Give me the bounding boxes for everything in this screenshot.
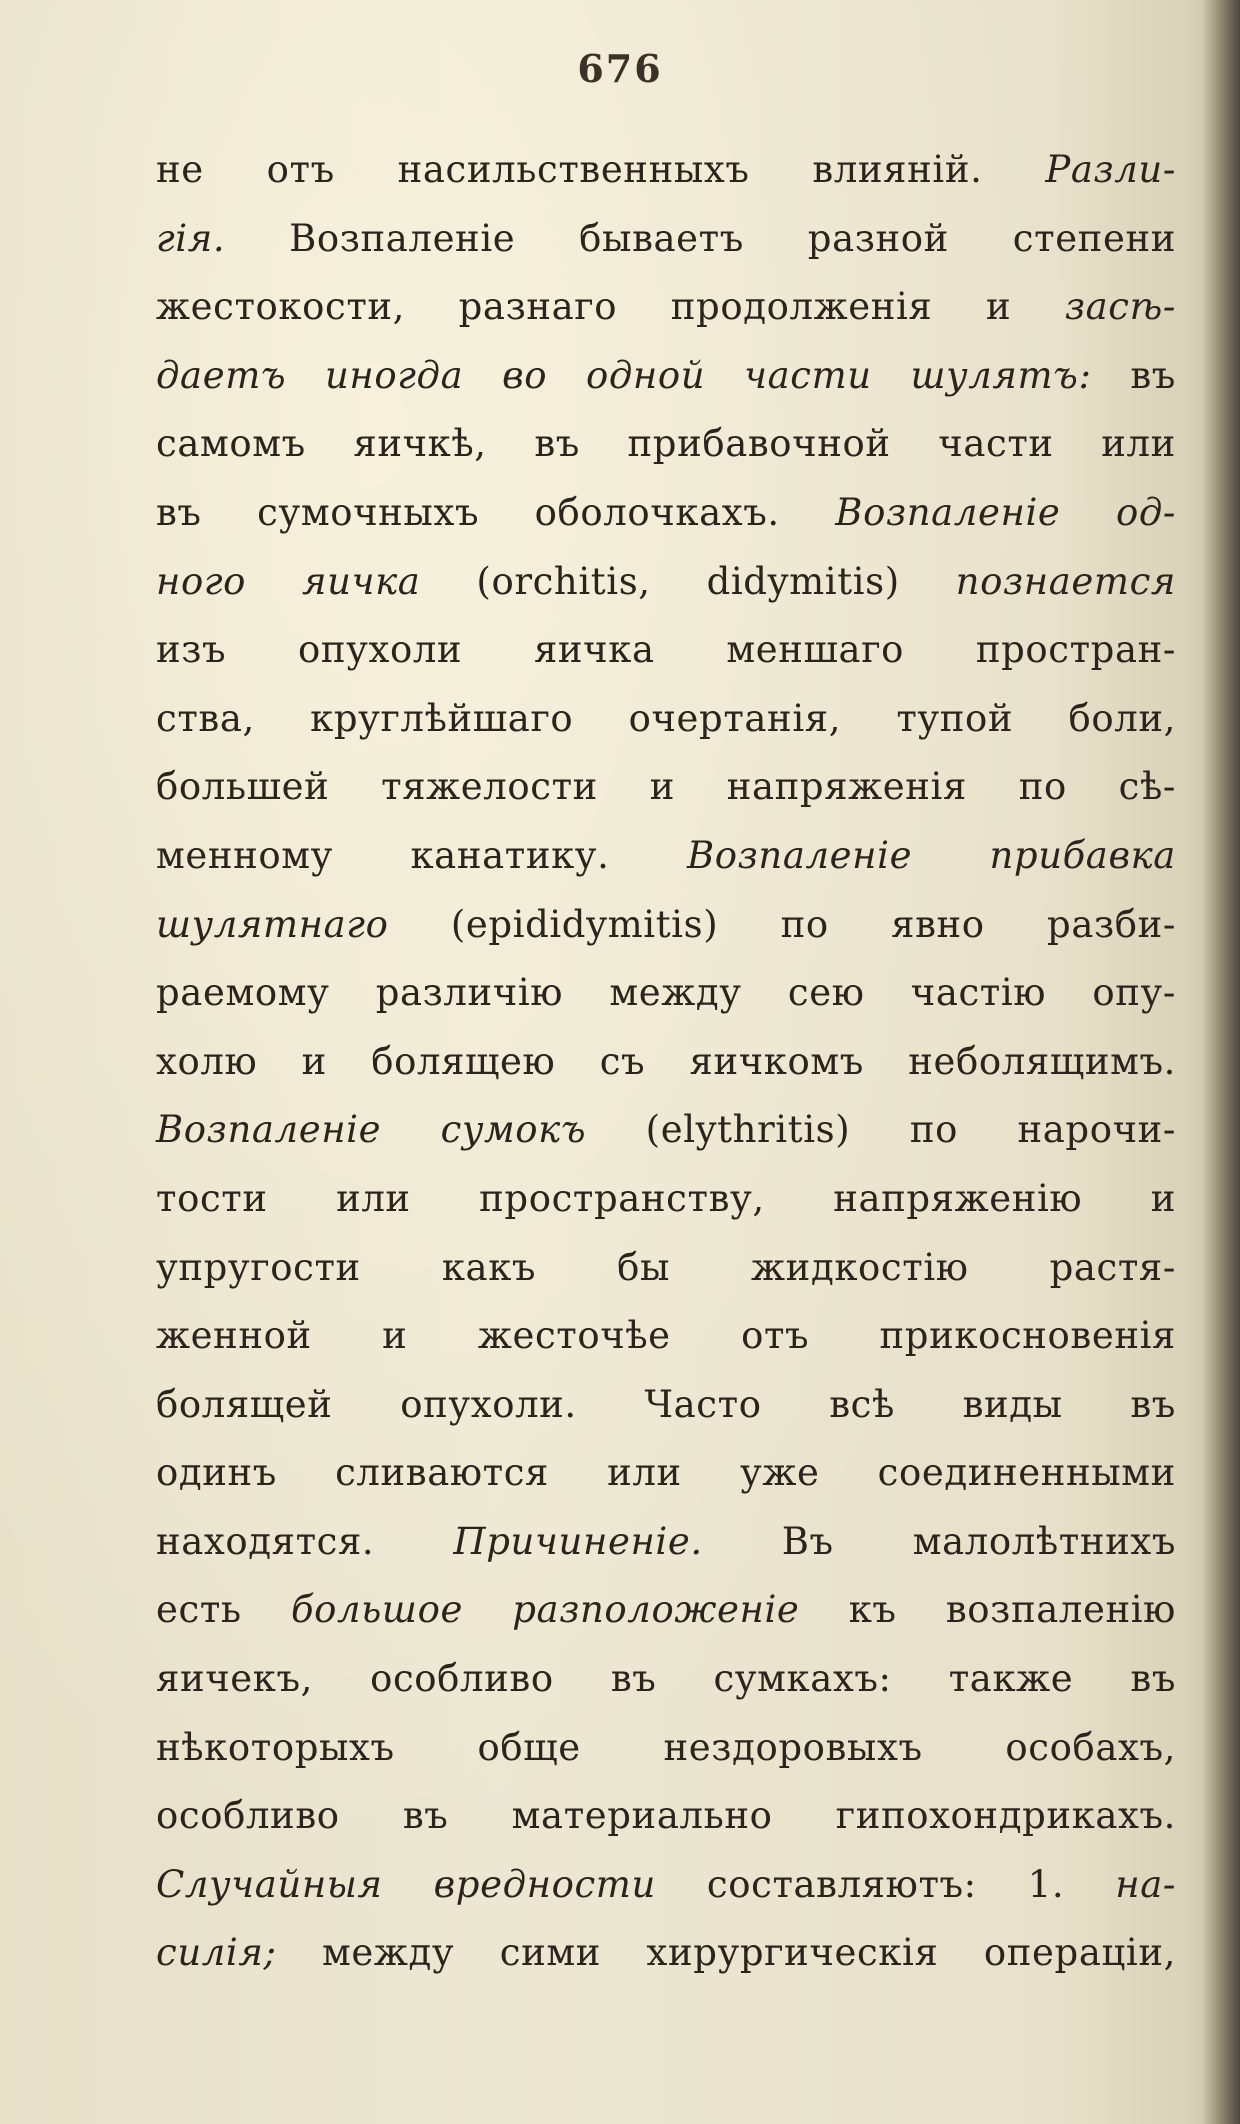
italic-word: од- — [1115, 490, 1176, 534]
word: круглѣйшаго — [310, 696, 574, 740]
word: жесточѣе — [477, 1314, 671, 1358]
word: находятся. — [156, 1519, 375, 1563]
word: въ — [534, 422, 580, 466]
italic-word: силія; — [156, 1931, 277, 1975]
word: раемому — [156, 971, 330, 1015]
word: по — [780, 902, 829, 946]
word: не — [156, 148, 204, 191]
word: или — [1101, 422, 1176, 466]
italic-word: Возпаленіе — [686, 833, 913, 877]
text-line — [156, 410, 1176, 479]
text-line — [156, 1371, 1176, 1440]
italic-word: шулятнаго — [156, 902, 389, 946]
word: тяжелости — [381, 765, 598, 809]
italic-word: большое — [290, 1588, 463, 1632]
word: возпаленію — [945, 1588, 1176, 1632]
word: между — [609, 971, 742, 1015]
text-line — [156, 1576, 1176, 1645]
word: и — [301, 1039, 327, 1083]
word: нарочи- — [1017, 1108, 1176, 1152]
word: жестокости, — [156, 285, 406, 329]
word: простран- — [975, 628, 1176, 672]
text-line — [156, 1919, 1176, 1988]
word: насильственныхъ — [397, 148, 750, 191]
word: упругости — [156, 1245, 361, 1289]
word: опухоли — [297, 628, 463, 672]
text-line — [156, 822, 1176, 891]
italic-word: познается — [955, 559, 1176, 603]
word: степени — [1012, 216, 1176, 260]
word: сумкахъ: — [713, 1657, 892, 1701]
word: сѣ- — [1118, 765, 1176, 809]
word: есть — [156, 1588, 242, 1632]
text-line — [156, 753, 1176, 822]
word: также — [948, 1657, 1074, 1701]
word: бываетъ — [579, 216, 744, 260]
word: яичкомъ — [689, 1039, 864, 1083]
italic-word: яичка — [301, 559, 421, 603]
word: оболочкахъ. — [534, 490, 780, 534]
word: частію — [910, 971, 1047, 1015]
text-line — [156, 616, 1176, 685]
word: виды — [962, 1382, 1063, 1426]
word: болящей — [156, 1382, 333, 1426]
word: одинъ — [156, 1451, 277, 1495]
italic-word: во — [502, 353, 548, 397]
italic-word: Возпаленіе — [835, 490, 1061, 534]
word: тости — [156, 1176, 268, 1220]
word: разби- — [1047, 902, 1176, 946]
word: нѣкоторыхъ — [156, 1725, 395, 1769]
word: разнаго — [458, 285, 618, 329]
word: гипохондрикахъ. — [835, 1794, 1176, 1838]
word: растя- — [1049, 1245, 1176, 1289]
italic-word: части — [743, 353, 872, 397]
italic-word: даетъ — [156, 353, 287, 397]
word: и — [985, 285, 1012, 329]
word: Въ — [781, 1519, 834, 1563]
text-line — [156, 1508, 1176, 1577]
word: неболящимъ. — [908, 1039, 1176, 1083]
word: нездоровыхъ — [663, 1725, 923, 1769]
word: материально — [511, 1794, 773, 1838]
word: уже — [739, 1451, 820, 1495]
word: боли, — [1068, 696, 1176, 740]
word: Часто — [644, 1382, 762, 1426]
word: по — [909, 1108, 958, 1152]
word: въ — [610, 1657, 657, 1701]
word: жидкостію — [751, 1245, 969, 1289]
italic-word: шулятъ: — [910, 353, 1092, 397]
word: (elythritis) — [645, 1108, 851, 1152]
text-line — [156, 1028, 1176, 1097]
italic-word: прибавка — [989, 833, 1176, 877]
word: 1. — [1027, 1862, 1065, 1906]
word: между — [322, 1931, 455, 1975]
word: какъ — [441, 1245, 537, 1289]
word: изъ — [156, 628, 227, 672]
word: и — [382, 1314, 408, 1358]
word: яичкѣ, — [353, 422, 487, 466]
word: женной — [156, 1314, 312, 1358]
word: тупой — [896, 696, 1014, 740]
word: съ — [599, 1039, 646, 1083]
word: и — [1150, 1176, 1176, 1220]
body-text — [156, 136, 1176, 1988]
word: въ — [1130, 1657, 1176, 1701]
word: особливо — [156, 1794, 340, 1838]
italic-word: на- — [1115, 1862, 1176, 1906]
word: пространству, — [479, 1176, 765, 1220]
text-line — [156, 1645, 1176, 1714]
word: различію — [375, 971, 564, 1015]
text-line — [156, 1851, 1176, 1920]
word: канатику. — [410, 833, 610, 877]
word: обще — [477, 1725, 581, 1769]
word: сливаются — [335, 1451, 550, 1495]
word: продолженія — [670, 285, 933, 329]
word: отъ — [266, 148, 335, 191]
text-line — [156, 1302, 1176, 1371]
word: влияній. — [812, 148, 983, 191]
word: напряженія — [726, 765, 967, 809]
word: бы — [617, 1245, 671, 1289]
word: сею — [787, 971, 865, 1015]
italic-word: одной — [585, 353, 706, 397]
word: всѣ — [829, 1382, 895, 1426]
word: Возпаленіе — [289, 216, 516, 260]
word: части — [938, 422, 1054, 466]
text-line — [156, 685, 1176, 754]
word: напряженію — [833, 1176, 1083, 1220]
word: очертанія, — [628, 696, 842, 740]
word: по — [1018, 765, 1067, 809]
text-line — [156, 136, 1176, 205]
word: большей — [156, 765, 330, 809]
word: соединенными — [877, 1451, 1176, 1495]
word: операціи, — [983, 1931, 1176, 1975]
italic-word: разположеніе — [512, 1588, 800, 1632]
word: сумочныхъ — [257, 490, 480, 534]
italic-word: Возпаленіе — [156, 1108, 382, 1152]
word: въ — [1130, 353, 1176, 397]
word: составляютъ: — [706, 1862, 977, 1906]
word: въ — [156, 490, 202, 534]
text-line — [156, 1096, 1176, 1165]
word: особахъ, — [1005, 1725, 1176, 1769]
word: ства, — [156, 696, 255, 740]
text-line — [156, 959, 1176, 1028]
word: малолѣтнихъ — [912, 1519, 1176, 1563]
word: самомъ — [156, 422, 306, 466]
italic-word: иногда — [324, 353, 464, 397]
italic-word: Случайныя — [156, 1862, 383, 1906]
italic-word: вредности — [433, 1862, 656, 1906]
word: яичка — [533, 628, 655, 672]
text-line — [156, 1782, 1176, 1851]
word: яичекъ, — [156, 1657, 313, 1701]
text-line — [156, 1439, 1176, 1508]
text-line — [156, 273, 1176, 342]
word: сими — [499, 1931, 602, 1975]
text-line — [156, 1234, 1176, 1303]
text-line — [156, 342, 1176, 411]
word: (orchitis, — [476, 559, 651, 603]
word: опухоли. — [400, 1382, 577, 1426]
word: разной — [807, 216, 949, 260]
word: меншаго — [726, 628, 905, 672]
word: болящею — [371, 1039, 556, 1083]
word: (epididymitis) — [450, 902, 719, 946]
italic-word: Причиненіе. — [453, 1519, 703, 1563]
word: холю — [156, 1039, 258, 1083]
italic-word: засѣ- — [1064, 285, 1176, 329]
word: отъ — [741, 1314, 810, 1358]
word: прибавочной — [627, 422, 891, 466]
word: менному — [156, 833, 334, 877]
word: и — [649, 765, 675, 809]
word: къ — [848, 1588, 897, 1632]
word: въ — [402, 1794, 449, 1838]
word: явно — [891, 902, 985, 946]
text-line — [156, 205, 1176, 274]
text-line — [156, 1165, 1176, 1234]
text-line — [156, 479, 1176, 548]
italic-word: гія. — [156, 216, 226, 260]
word: didymitis) — [706, 559, 900, 603]
word: хирургическія — [646, 1931, 939, 1975]
word: прикосновенія — [879, 1314, 1176, 1358]
word: особливо — [370, 1657, 554, 1701]
word: опу- — [1092, 971, 1176, 1015]
italic-word: ного — [156, 559, 247, 603]
text-line — [156, 891, 1176, 960]
text-line — [156, 548, 1176, 617]
italic-word: сумокъ — [440, 1108, 587, 1152]
text-line — [156, 1714, 1176, 1783]
word: или — [607, 1451, 682, 1495]
word: въ — [1130, 1382, 1176, 1426]
italic-word: Разли- — [1045, 148, 1176, 191]
word: или — [336, 1176, 411, 1220]
page-number: 676 — [577, 46, 663, 91]
page-binding-shadow — [1202, 0, 1240, 2124]
